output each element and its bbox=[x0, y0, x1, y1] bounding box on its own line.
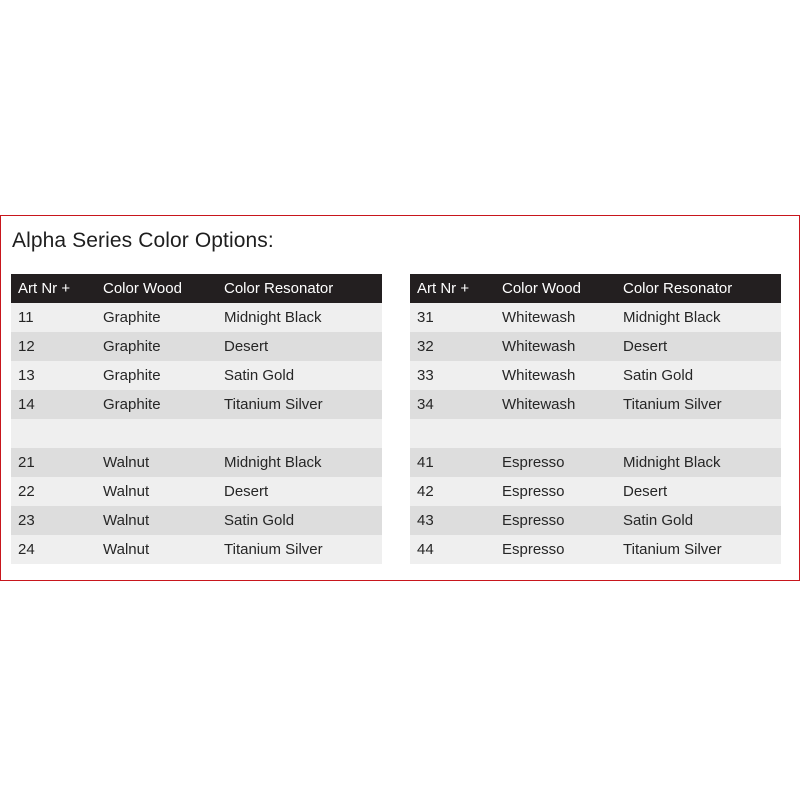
cell-color-resonator: Midnight Black bbox=[616, 448, 781, 477]
header-color-wood: Color Wood bbox=[495, 274, 616, 303]
cell-art-nr: 24 bbox=[11, 535, 96, 564]
table-row bbox=[11, 535, 382, 564]
cell-color-resonator bbox=[616, 419, 781, 448]
cell-color-resonator: Titanium Silver bbox=[217, 390, 382, 419]
cell-color-wood: Walnut bbox=[96, 506, 217, 535]
cell-color-wood: Walnut bbox=[96, 535, 217, 564]
cell-color-resonator: Desert bbox=[217, 477, 382, 506]
cell-art-nr: 22 bbox=[11, 477, 96, 506]
table-row bbox=[11, 303, 382, 332]
table-row bbox=[11, 448, 382, 477]
cell-color-wood: Whitewash bbox=[495, 332, 616, 361]
cell-art-nr: 21 bbox=[11, 448, 96, 477]
cell-art-nr: 44 bbox=[410, 535, 495, 564]
cell-art-nr: 13 bbox=[11, 361, 96, 390]
cell-art-nr: 42 bbox=[410, 477, 495, 506]
cell-color-resonator: Titanium Silver bbox=[217, 535, 382, 564]
header-color-resonator: Color Resonator bbox=[217, 274, 382, 303]
cell-color-resonator: Titanium Silver bbox=[616, 390, 781, 419]
table-row bbox=[410, 448, 781, 477]
table-row bbox=[11, 361, 382, 390]
table-row-spacer bbox=[410, 419, 781, 448]
header-color-wood: Color Wood bbox=[96, 274, 217, 303]
table-row bbox=[410, 390, 781, 419]
table-row-spacer bbox=[11, 419, 382, 448]
cell-color-resonator: Midnight Black bbox=[217, 448, 382, 477]
cell-art-nr: 12 bbox=[11, 332, 96, 361]
cell-art-nr: 32 bbox=[410, 332, 495, 361]
table-row bbox=[11, 332, 382, 361]
cell-art-nr: 41 bbox=[410, 448, 495, 477]
cell-color-wood: Graphite bbox=[96, 390, 217, 419]
table-row bbox=[410, 506, 781, 535]
cell-color-resonator: Satin Gold bbox=[217, 361, 382, 390]
table-row bbox=[410, 303, 781, 332]
table-header-row bbox=[11, 274, 382, 303]
cell-color-wood: Graphite bbox=[96, 332, 217, 361]
cell-color-wood: Espresso bbox=[495, 477, 616, 506]
color-options-panel bbox=[0, 215, 800, 581]
cell-color-resonator: Satin Gold bbox=[616, 506, 781, 535]
table-row bbox=[11, 390, 382, 419]
cell-color-wood: Whitewash bbox=[495, 303, 616, 332]
cell-color-wood: Graphite bbox=[96, 361, 217, 390]
table-row bbox=[410, 332, 781, 361]
cell-color-resonator: Desert bbox=[616, 477, 781, 506]
header-art-nr: Art Nr + bbox=[410, 274, 495, 303]
color-table-right bbox=[410, 274, 781, 564]
cell-art-nr bbox=[410, 419, 495, 448]
header-art-nr: Art Nr + bbox=[11, 274, 96, 303]
table-header-row bbox=[410, 274, 781, 303]
table-row bbox=[11, 477, 382, 506]
cell-color-wood: Walnut bbox=[96, 477, 217, 506]
cell-color-resonator: Desert bbox=[217, 332, 382, 361]
cell-art-nr: 33 bbox=[410, 361, 495, 390]
header-color-resonator: Color Resonator bbox=[616, 274, 781, 303]
cell-art-nr: 23 bbox=[11, 506, 96, 535]
cell-color-wood: Walnut bbox=[96, 448, 217, 477]
cell-color-wood: Espresso bbox=[495, 506, 616, 535]
cell-art-nr: 14 bbox=[11, 390, 96, 419]
cell-color-resonator: Desert bbox=[616, 332, 781, 361]
cell-color-resonator: Midnight Black bbox=[616, 303, 781, 332]
cell-color-wood: Espresso bbox=[495, 535, 616, 564]
cell-color-wood: Whitewash bbox=[495, 361, 616, 390]
cell-art-nr bbox=[11, 419, 96, 448]
cell-color-wood: Espresso bbox=[495, 448, 616, 477]
cell-art-nr: 43 bbox=[410, 506, 495, 535]
table-row bbox=[410, 361, 781, 390]
cell-color-resonator: Midnight Black bbox=[217, 303, 382, 332]
page-title: Alpha Series Color Options: bbox=[12, 229, 274, 252]
cell-color-wood: Whitewash bbox=[495, 390, 616, 419]
cell-color-resonator: Satin Gold bbox=[217, 506, 382, 535]
table-row bbox=[11, 506, 382, 535]
cell-color-wood: Graphite bbox=[96, 303, 217, 332]
cell-color-resonator: Satin Gold bbox=[616, 361, 781, 390]
cell-color-wood bbox=[495, 419, 616, 448]
cell-art-nr: 11 bbox=[11, 303, 96, 332]
color-table-left bbox=[11, 274, 382, 564]
table-row bbox=[410, 477, 781, 506]
cell-art-nr: 31 bbox=[410, 303, 495, 332]
cell-color-wood bbox=[96, 419, 217, 448]
table-row bbox=[410, 535, 781, 564]
cell-color-resonator: Titanium Silver bbox=[616, 535, 781, 564]
cell-art-nr: 34 bbox=[410, 390, 495, 419]
cell-color-resonator bbox=[217, 419, 382, 448]
